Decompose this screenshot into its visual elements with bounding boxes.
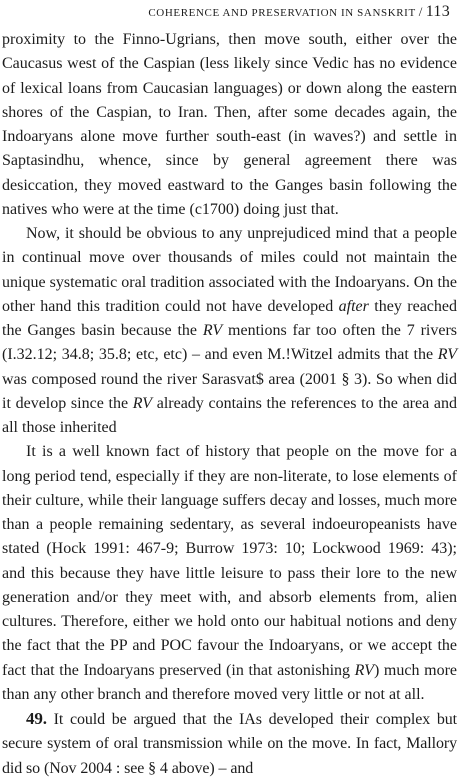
emphasis-after: after: [338, 297, 369, 315]
paragraph-continued: proximity to the Finno-Ugrians, then move south, either over the Caucasus west of the Caspian (less likely since Vedic has no evidence of lexical loans from Caucasian languages) or down along the eastern shores of the Caspian, to Iran. Then, after some decades again, the Indoaryans alone move further south-east (in waves?) and settle in Saptasindhu, whence, since by general agreement there was desiccation, they moved eastward to the Ganges basin following the natives who were at the time (c1700) doing just that.: [2, 31, 457, 218]
body-text: [2, 28, 457, 781]
running-header: [0, 3, 450, 21]
rv-abbreviation: RV: [132, 394, 153, 412]
text-run: already contains the references to the area and all those inherited: [2, 394, 458, 436]
rv-abbreviation: RV: [437, 346, 457, 364]
rv-abbreviation: RV: [202, 322, 223, 339]
running-header-separator: /: [418, 4, 423, 19]
text-run: was composed round the river Sarasvat$ area (2001 § 3). So when did it develop since the: [2, 370, 457, 412]
page-number: 113: [425, 3, 450, 20]
text-run: mentions far too often the 7 rivers (I.32.12; 34.8; 35.8; etc, etc) – and even M.!Witzel admits that the: [2, 322, 458, 364]
running-header-title: COHERENCE AND PRESERVATION IN SANSKRIT: [148, 7, 416, 19]
text-run: It could be argued that the IAs developed their complex but secure system of oral transmission while on the move. In fact, Mallory did so (Nov 2004 : see § 4 above) – and: [2, 711, 457, 777]
section-number: 49.: [26, 709, 47, 728]
text-run: Now, it should be obvious to any unprejudiced mind that a people in continual move over thousands of miles could not maintain the unique systematic oral tradition associated with the Indoaryans. On the other hand this tradition could not have developed: [2, 225, 457, 315]
rv-abbreviation: RV: [354, 661, 374, 679]
paragraph-section-49: [2, 707, 457, 781]
paragraph-people-on-move: [2, 440, 457, 707]
paragraph-oral-tradition: [2, 222, 457, 440]
text-run: they reached the Ganges basin because the: [2, 297, 458, 339]
text-run: It is a well known fact of history that people on the move for a long period tend, especially if they are non-literate, to lose elements of their culture, while their language suffers decay and losses, much more than a people remaining sedentary, as several indoeuropeanists have stated (Hock 1991: 467-9; Burrow 1973: 10; Lockwood 1969: 43); and this because they have little leisure to pass their lore to the new generation and/or they meet with, and absorb elements from, alien cultures. Therefore, either we hold onto our habitual notions and deny the fact that the PP and POC favour the Indoaryans, or we accept the fact that the Indoaryans preserved (in that astonishing: [2, 443, 457, 679]
text-run: ) much more than any other branch and therefore moved very little or not at all.: [2, 661, 457, 703]
